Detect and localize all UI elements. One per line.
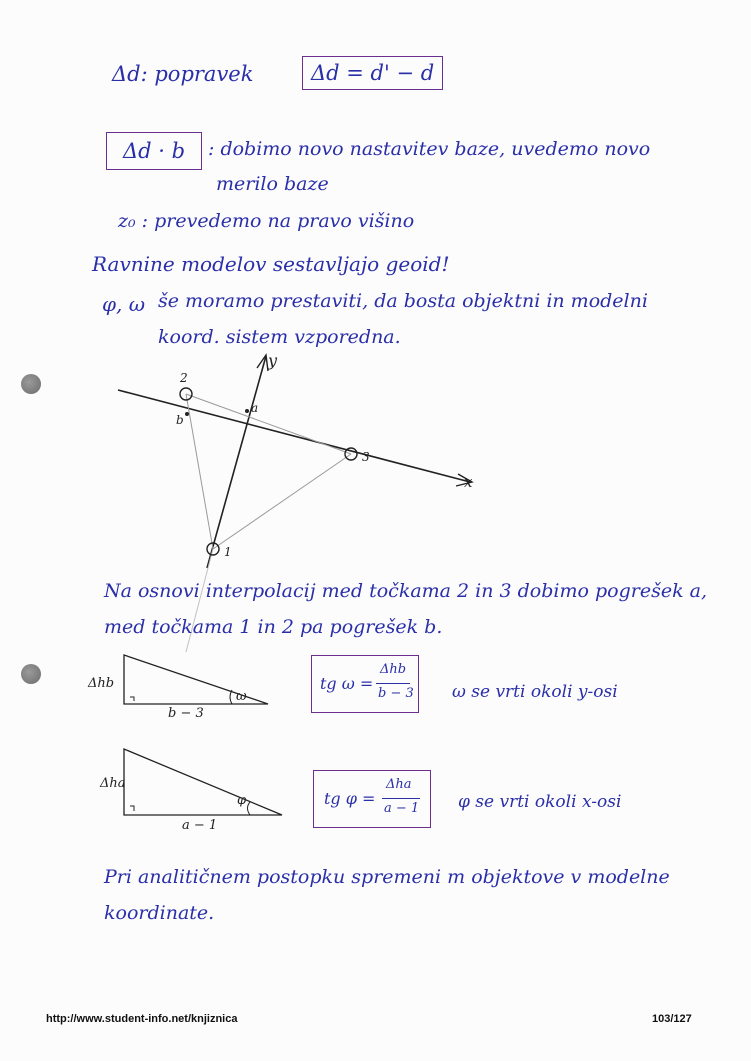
tg-phi-lhs: tg φ =	[324, 789, 376, 808]
tg-omega-numerator: Δhb	[380, 662, 407, 677]
interpolation-line-b: med točkama 1 in 2 pa pogrešek b.	[104, 616, 443, 638]
tg-phi-numerator: Δha	[386, 777, 412, 792]
point-1-label: 1	[224, 545, 232, 559]
z0-text: z₀ : prevedemo na pravo višino	[118, 210, 415, 232]
y-axis-label: y	[268, 351, 278, 370]
angle-arc-phi	[248, 802, 251, 815]
right-angle-phi	[130, 806, 134, 811]
right-angle-omega	[130, 697, 134, 701]
point-b-label: b	[176, 413, 184, 427]
tg-phi-fraction-bar	[382, 798, 420, 799]
tg-omega-denominator: b − 3	[378, 686, 414, 701]
triangle-phi	[124, 749, 282, 815]
parallel-systems-text-a: še moramo prestaviti, da bosta objektni in modelni	[158, 290, 648, 312]
x-axis-line	[118, 390, 470, 482]
tg-omega-box	[311, 655, 419, 713]
omega-angle-label: ω	[236, 689, 247, 704]
omega-bottom-side: b − 3	[168, 706, 204, 721]
line-1-2	[186, 394, 213, 549]
point-2-label: 2	[180, 371, 188, 385]
omega-rotation-note: ω se vrti okoli y-osi	[452, 682, 618, 702]
interpolation-line-a: Na osnovi interpolacij med točkama 2 in 3 dobimo pogrešek a,	[104, 580, 707, 602]
tg-omega-lhs: tg ω =	[320, 674, 374, 693]
tg-omega-fraction-bar	[376, 683, 410, 684]
line-2-3	[186, 394, 351, 454]
footer-url: http://www.student-info.net/knjiznica	[46, 1013, 238, 1025]
phi-angle-label: φ	[237, 793, 247, 808]
tg-phi-box	[313, 770, 431, 828]
base-scale-text: merilo baze	[216, 173, 329, 195]
phi-left-side: Δha	[100, 776, 126, 791]
parallel-systems-text-b: koord. sistem vzporedna.	[158, 326, 401, 348]
tg-phi-denominator: a − 1	[384, 801, 420, 816]
delta-d-b-box: Δd · b	[106, 132, 202, 170]
phi-rotation-note: φ se vrti okoli x-osi	[458, 792, 622, 812]
y-axis-line	[207, 356, 266, 568]
point-b-dot	[185, 412, 189, 416]
phi-omega-symbol: φ, ω	[102, 292, 146, 316]
line-1-3	[213, 454, 351, 549]
point-3-label: 3	[362, 450, 370, 464]
omega-left-side: Δhb	[88, 676, 115, 691]
phi-bottom-side: a − 1	[182, 818, 218, 833]
point-a-dot	[245, 409, 249, 413]
delta-d-formula-box: Δd = d' − d	[302, 56, 443, 90]
footer-page-number: 103/127	[652, 1013, 692, 1025]
geoid-text: Ravnine modelov sestavljajo geoid!	[92, 252, 450, 276]
conclusion-line-b: koordinate.	[104, 902, 215, 924]
conclusion-line-a: Pri analitičnem postopku spremeni m objektove v modelne	[104, 866, 670, 888]
x-axis-label: x	[464, 473, 473, 491]
point-a-label: a	[251, 401, 259, 415]
base-setting-text: : dobimo novo nastavitev baze, uvedemo novo	[208, 138, 651, 160]
delta-d-label: Δd: popravek	[112, 62, 254, 86]
